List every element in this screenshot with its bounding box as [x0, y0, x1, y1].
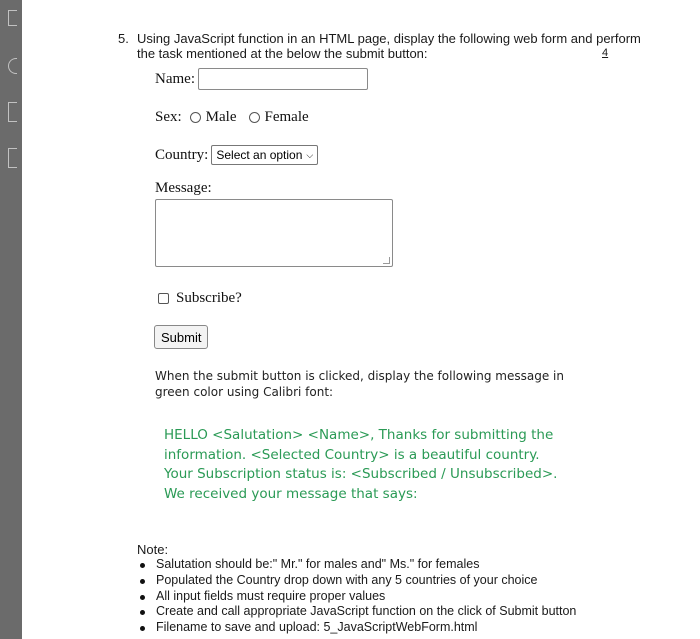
edge-mark [8, 148, 17, 168]
note-item: All input fields must require proper values [137, 589, 576, 605]
chevron-down-icon: ⌵ [306, 149, 314, 160]
question-number: 5. [118, 31, 129, 46]
subscribe-checkbox[interactable] [158, 293, 169, 304]
green-message-line: Your Subscription status is: <Subscribed / Unsubscribed>. [164, 466, 558, 482]
country-select[interactable] [211, 145, 318, 165]
green-message-line: We received your message that says: [164, 485, 418, 502]
edge-mark [8, 58, 17, 74]
sex-row [155, 109, 309, 126]
note-item: Create and call appropriate JavaScript function on the click of Submit button [137, 604, 576, 620]
country-row [155, 145, 318, 165]
submit-button[interactable]: Submit [154, 325, 208, 349]
subscribe-label: Subscribe? [176, 290, 242, 306]
subscribe-row [158, 290, 242, 307]
male-radio[interactable] [190, 112, 201, 123]
note-item: Salutation should be:" Mr." for males and" Ms." for females [137, 557, 576, 573]
name-label: Name: [155, 70, 195, 87]
edge-mark [8, 102, 17, 122]
question-text: Using JavaScript function in an HTML page, display the following web form and perform the task mentioned at the below the submit button: [137, 31, 641, 61]
green-message-line: HELLO <Salutation> <Name>, Thanks for submitting the information. <Selected Country> is a beautiful country. [164, 427, 554, 463]
country-label: Country: [155, 146, 209, 163]
name-row [155, 68, 368, 90]
female-label: Female [264, 109, 309, 125]
resize-grip-icon[interactable] [383, 257, 390, 264]
sex-label: Sex: [155, 109, 182, 125]
edge-mark [8, 10, 17, 26]
note-list [137, 557, 576, 636]
note-item: Populated the Country drop down with any 5 countries of your choice [137, 573, 576, 589]
instruction-text: When the submit button is clicked, display the following message in green color using Calibri font: [155, 369, 564, 399]
name-input[interactable] [198, 68, 368, 90]
note-title: Note: [137, 542, 169, 557]
note-item: Filename to save and upload: 5_JavaScriptWebForm.html [137, 620, 576, 636]
green-message-sample [164, 426, 584, 504]
message-label: Message: [155, 180, 212, 196]
country-select-value: Select an option [216, 148, 303, 162]
left-page-edge [0, 0, 22, 639]
message-row [155, 180, 212, 197]
message-textarea[interactable] [155, 199, 393, 267]
question-marks: 4 [602, 47, 609, 59]
female-radio[interactable] [249, 112, 260, 123]
male-label: Male [205, 109, 237, 125]
